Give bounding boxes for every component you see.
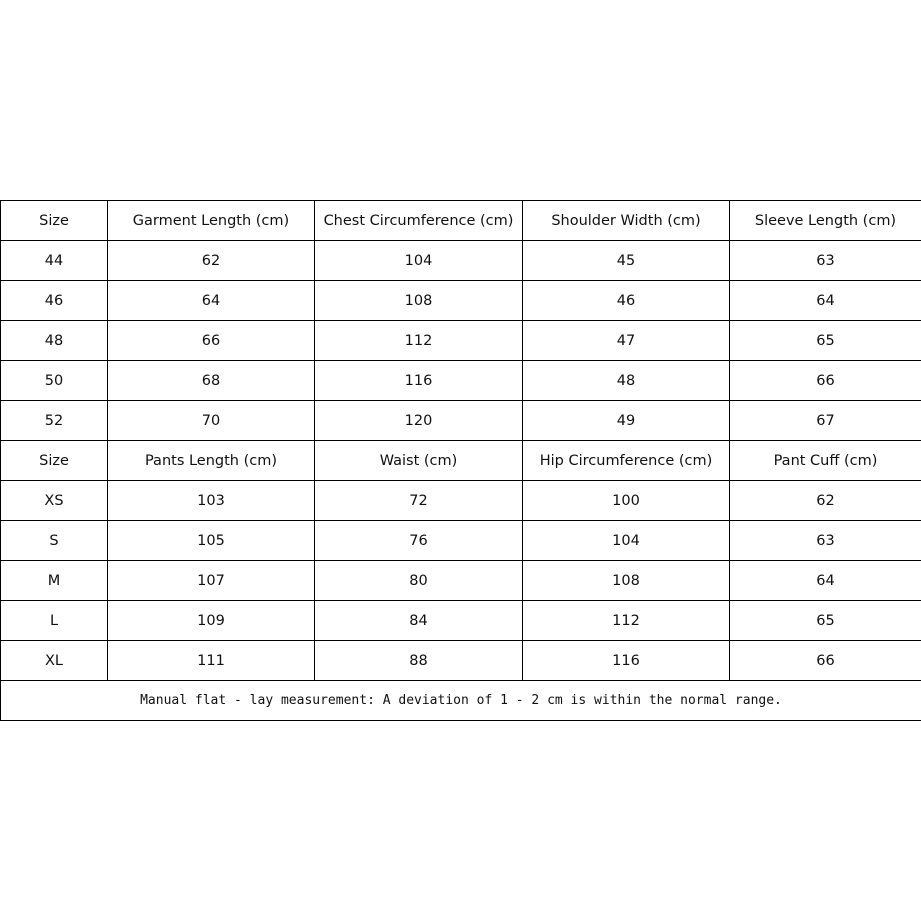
value-cell: 103 xyxy=(108,481,315,521)
table-row xyxy=(1,521,921,561)
value-cell: 105 xyxy=(108,521,315,561)
value-cell: 116 xyxy=(315,361,523,401)
size-cell: XL xyxy=(1,641,108,681)
bottom-header-row xyxy=(1,441,921,481)
header-cell: Waist (cm) xyxy=(315,441,523,481)
table-row xyxy=(1,561,921,601)
header-cell: Pant Cuff (cm) xyxy=(730,441,921,481)
table-row xyxy=(1,601,921,641)
header-cell: Size xyxy=(1,201,108,241)
table-row xyxy=(1,241,921,281)
value-cell: 120 xyxy=(315,401,523,441)
value-cell: 48 xyxy=(523,361,730,401)
value-cell: 104 xyxy=(315,241,523,281)
value-cell: 64 xyxy=(730,281,921,321)
value-cell: 116 xyxy=(523,641,730,681)
size-cell: XS xyxy=(1,481,108,521)
top-header-row xyxy=(1,201,921,241)
value-cell: 46 xyxy=(523,281,730,321)
measurement-note: Manual flat - lay measurement: A deviation of 1 - 2 cm is within the normal range. xyxy=(1,681,921,721)
header-cell: Hip Circumference (cm) xyxy=(523,441,730,481)
value-cell: 108 xyxy=(315,281,523,321)
note-row xyxy=(1,681,921,721)
header-cell: Sleeve Length (cm) xyxy=(730,201,921,241)
size-cell: M xyxy=(1,561,108,601)
value-cell: 63 xyxy=(730,241,921,281)
table-row xyxy=(1,361,921,401)
table-row xyxy=(1,281,921,321)
size-cell: 50 xyxy=(1,361,108,401)
value-cell: 45 xyxy=(523,241,730,281)
value-cell: 112 xyxy=(315,321,523,361)
value-cell: 47 xyxy=(523,321,730,361)
value-cell: 112 xyxy=(523,601,730,641)
size-cell: 48 xyxy=(1,321,108,361)
value-cell: 109 xyxy=(108,601,315,641)
size-cell: 46 xyxy=(1,281,108,321)
size-cell: L xyxy=(1,601,108,641)
value-cell: 65 xyxy=(730,321,921,361)
value-cell: 107 xyxy=(108,561,315,601)
value-cell: 66 xyxy=(730,641,921,681)
value-cell: 84 xyxy=(315,601,523,641)
value-cell: 64 xyxy=(108,281,315,321)
value-cell: 63 xyxy=(730,521,921,561)
value-cell: 80 xyxy=(315,561,523,601)
value-cell: 64 xyxy=(730,561,921,601)
value-cell: 62 xyxy=(108,241,315,281)
value-cell: 66 xyxy=(108,321,315,361)
header-cell: Garment Length (cm) xyxy=(108,201,315,241)
header-cell: Size xyxy=(1,441,108,481)
table-row xyxy=(1,401,921,441)
value-cell: 72 xyxy=(315,481,523,521)
value-cell: 88 xyxy=(315,641,523,681)
size-cell: S xyxy=(1,521,108,561)
value-cell: 67 xyxy=(730,401,921,441)
value-cell: 65 xyxy=(730,601,921,641)
value-cell: 100 xyxy=(523,481,730,521)
header-cell: Chest Circumference (cm) xyxy=(315,201,523,241)
size-chart-table xyxy=(0,200,921,721)
size-cell: 44 xyxy=(1,241,108,281)
value-cell: 111 xyxy=(108,641,315,681)
value-cell: 62 xyxy=(730,481,921,521)
header-cell: Shoulder Width (cm) xyxy=(523,201,730,241)
value-cell: 49 xyxy=(523,401,730,441)
value-cell: 104 xyxy=(523,521,730,561)
table-row xyxy=(1,321,921,361)
header-cell: Pants Length (cm) xyxy=(108,441,315,481)
value-cell: 108 xyxy=(523,561,730,601)
size-cell: 52 xyxy=(1,401,108,441)
value-cell: 66 xyxy=(730,361,921,401)
value-cell: 68 xyxy=(108,361,315,401)
value-cell: 76 xyxy=(315,521,523,561)
value-cell: 70 xyxy=(108,401,315,441)
table-row xyxy=(1,481,921,521)
table-row xyxy=(1,641,921,681)
